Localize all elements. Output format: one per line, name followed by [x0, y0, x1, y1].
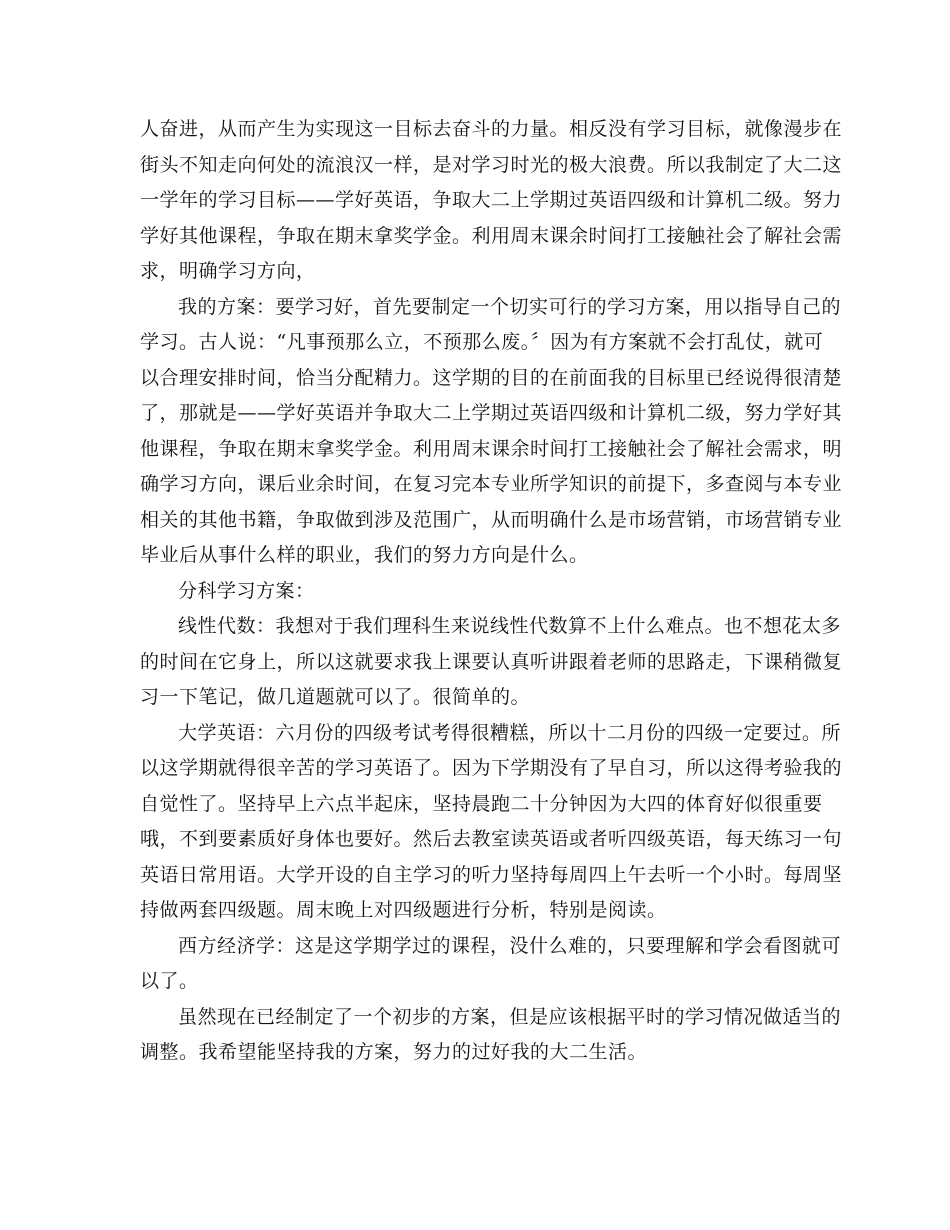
text-line: 以这学期就得很辛苦的学习英语了。因为下学期没有了早自习，所以这得考验我的 — [140, 757, 843, 779]
text-line: 西方经济学：这是这学期学过的课程，没什么难的，只要理解和学会看图就可 — [178, 934, 842, 957]
text-line: 他课程，争取在期末拿奖学金。利用周末课余时间打工接触社会了解社会需求，明 — [140, 437, 843, 460]
paragraph-subject-plan-heading — [140, 574, 815, 610]
text-line: 学习。古人说：“凡事预那么立，不预那么废。〞因为有方案就不会打乱仗，就可 — [140, 331, 824, 353]
text-line: 持做两套四级题。周末晚上对四级题进行分析，特别是阅读。 — [140, 899, 667, 921]
text-line: 自觉性了。坚持早上六点半起床，坚持晨跑二十分钟因为大四的体育好似很重要 — [140, 792, 823, 815]
text-line: 以合理安排时间，恰当分配精力。这学期的目的在前面我的目标里已经说得很清楚 — [140, 366, 843, 389]
text-line: 的时间在它身上，所以这就要求我上课要认真听讲跟着老师的思路走，下课稍微复 — [140, 650, 843, 673]
paragraph-western-economics — [140, 929, 842, 1000]
paragraph-conclusion — [140, 1000, 842, 1071]
paragraph-linear-algebra — [140, 609, 843, 716]
text-line: 毕业后从事什么样的职业，我们的努力方向是什么。 — [140, 544, 589, 566]
text-line: 我的方案：要学习好，首先要制定一个切实可行的学习方案，用以指导自己的 — [178, 295, 842, 318]
text-line: 一学年的学习目标——学好英语，争取大二上学期过英语四级和计算机二级。努力 — [140, 189, 843, 211]
document-body — [140, 112, 843, 1071]
paragraph-goal-continuation — [140, 112, 843, 290]
text-line: 调整。我希望能坚持我的方案，努力的过好我的大二生活。 — [140, 1041, 648, 1063]
text-line: 英语日常用语。大学开设的自主学习的听力坚持每周四上午去听一个小时。每周坚 — [140, 863, 843, 886]
text-line: 人奋进，从而产生为实现这一目标去奋斗的力量。相反没有学习目标，就像漫步在 — [140, 118, 843, 140]
text-line: 确学习方向，课后业余时间，在复习完本专业所学知识的前提下，多查阅与本专业 — [140, 473, 843, 495]
text-line: 求，明确学习方向， — [140, 260, 316, 282]
text-line: 学好其他课程，争取在期末拿奖学金。利用周末课余时间打工接触社会了解社会需 — [140, 224, 843, 247]
paragraph-my-plan — [140, 290, 843, 574]
text-line: 线性代数：我想对于我们理科生来说线性代数算不上什么难点。也不想花太多 — [178, 615, 842, 637]
text-line: 哦，不到要素质好身体也要好。然后去教室读英语或者听四级英语，每天练习一句 — [140, 828, 843, 850]
text-line: 街头不知走向何处的流浪汉一样，是对学习时光的极大浪费。所以我制定了大二这 — [140, 153, 843, 176]
text-line: 大学英语：六月份的四级考试考得很糟糕，所以十二月份的四级一定要过。所 — [178, 721, 842, 744]
text-line: 了，那就是——学好英语并争取大二上学期过英语四级和计算机二级，努力学好其 — [140, 402, 843, 424]
text-line: 相关的其他书籍，争取做到涉及范围广，从而明确什么是市场营销，市场营销专业 — [140, 508, 843, 531]
text-line: 虽然现在已经制定了一个初步的方案，但是应该根据平时的学习情况做适当的 — [178, 1005, 842, 1028]
section-heading: 分科学习方案： — [178, 579, 315, 602]
text-line: 习一下笔记，做几道题就可以了。很简单的。 — [140, 686, 531, 708]
paragraph-college-english — [140, 716, 843, 929]
text-line: 以了。 — [140, 970, 199, 992]
